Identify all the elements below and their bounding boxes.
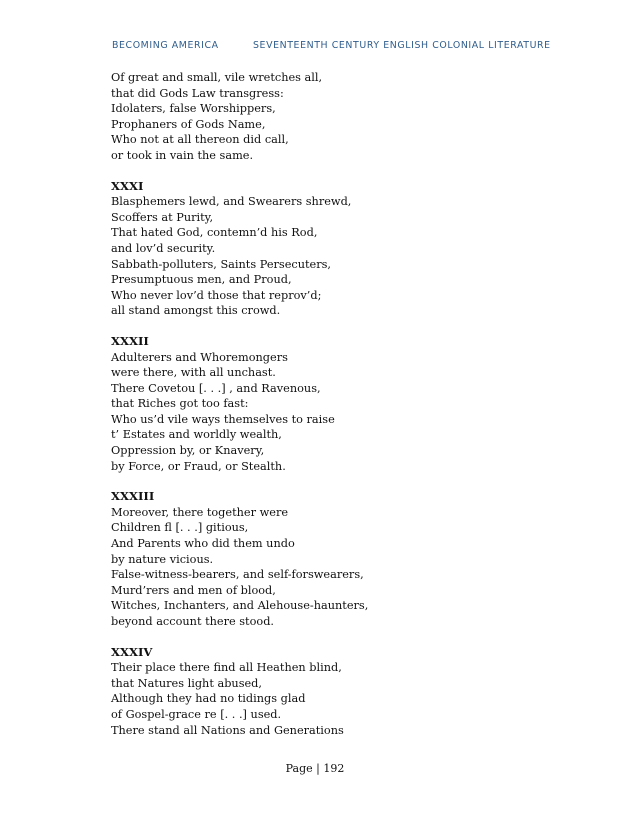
poem-line: Of great and small, vile wretches all,: [111, 71, 323, 84]
poem-line: There stand all Nations and Generations: [111, 723, 344, 737]
poem-line: were there, with all unchast.: [111, 366, 276, 380]
poem-line: or took in vain the same.: [111, 148, 254, 162]
header-section-title: SEVENTEENTH CENTURY ENGLISH COLONIAL LITERATURE: [253, 40, 551, 51]
poem-line: Moreover, there together were: [111, 505, 289, 519]
stanza: [111, 334, 531, 474]
poem-line: Sabbath-polluters, Saints Persecuters,: [111, 257, 332, 271]
stanza-number: XXXII: [111, 333, 149, 348]
poem-body: [111, 70, 531, 753]
poem-line: all stand amongst this crowd.: [111, 304, 281, 318]
poem-line: Who never lov’d those that reprov’d;: [111, 288, 322, 302]
poem-line: Their place there find all Heathen blind,: [111, 661, 342, 675]
poem-line: that did Gods Law transgress:: [111, 86, 284, 100]
poem-line: that Natures light abused,: [111, 676, 263, 690]
poem-line: Who not at all thereon did call,: [111, 133, 289, 147]
poem-line: Oppression by, or Knavery,: [111, 444, 265, 458]
poem-line: Children fl [. . .] gitious,: [111, 521, 249, 535]
stanza-number: XXXI: [111, 178, 144, 193]
poem-line: Presumptuous men, and Proud,: [111, 273, 292, 287]
stanza: [111, 70, 531, 164]
poem-line: Who us’d vile ways themselves to raise: [111, 412, 335, 426]
poem-line: that Riches got too fast:: [111, 397, 249, 411]
poem-line: t’ Estates and worldly wealth,: [111, 428, 282, 442]
poem-line: That hated God, contemn’d his Rod,: [111, 226, 318, 240]
header-book-title: BECOMING AMERICA: [112, 40, 219, 51]
poem-line: beyond account there stood.: [111, 615, 275, 628]
stanza: [111, 179, 531, 319]
poem-line: and lov’d security.: [111, 241, 216, 255]
stanza: [111, 645, 531, 739]
poem-line: Witches, Inchanters, and Alehouse-haunters,: [111, 599, 369, 613]
page-number: Page | 192: [285, 762, 345, 775]
poem-line: Murd’rers and men of blood,: [111, 583, 276, 597]
poem-line: False-witness-bearers, and self-forswearers,: [111, 568, 364, 582]
poem-line: by nature vicious.: [111, 552, 214, 566]
poem-line: Idolaters, false Worshippers,: [111, 102, 276, 116]
poem-line: And Parents who did them undo: [111, 537, 295, 551]
poem-line: by Force, or Fraud, or Stealth.: [111, 459, 286, 473]
stanza-number: XXXIV: [111, 644, 153, 659]
poem-line: Prophaners of Gods Name,: [111, 117, 266, 131]
poem-line: There Covetou [. . .] , and Ravenous,: [111, 381, 321, 395]
poem-line: Adulterers and Whoremongers: [111, 350, 288, 364]
poem-line: of Gospel-grace re [. . .] used.: [111, 707, 282, 721]
poem-line: Blasphemers lewd, and Swearers shrewd,: [111, 195, 352, 209]
stanza: [111, 489, 531, 629]
poem-line: Scoffers at Purity,: [111, 210, 214, 224]
poem-line: Although they had no tidings glad: [111, 692, 306, 706]
stanza-number: XXXIII: [111, 489, 155, 504]
